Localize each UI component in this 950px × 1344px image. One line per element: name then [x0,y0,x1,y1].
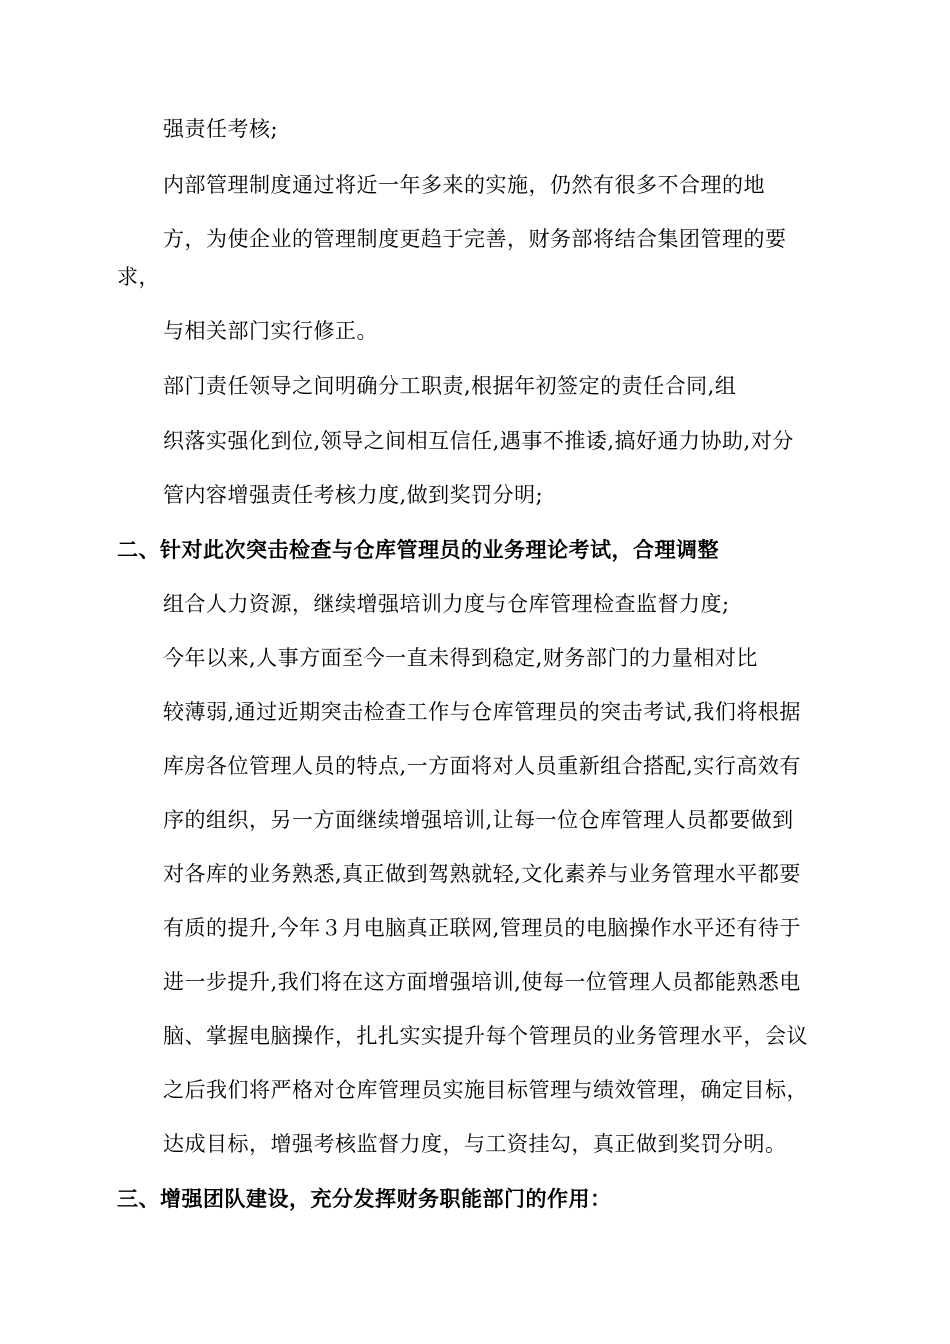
section-heading-3: 三、增强团队建设，充分发挥财务职能部门的作用： [117,1186,612,1211]
paragraph-line: 组合人力资源，继续增强培训力度与仓库管理检查监督力度; [163,592,730,616]
paragraph-line: 方，为使企业的管理制度更趋于完善，财务部将结合集团管理的要 [163,227,787,251]
section-heading-2: 二、针对此次突击检查与仓库管理员的业务理论考试，合理调整 [117,537,719,562]
paragraph-line: 内部管理制度通过将近一年多来的实施，仍然有很多不合理的地 [163,173,765,197]
paragraph-line: 之后我们将严格对仓库管理员实施目标管理与绩效管理，确定目标， [163,1078,808,1102]
paragraph-line: 部门责任领导之间明确分工职责,根据年初签定的责任合同,组 [163,374,737,398]
paragraph-line: 达成目标，增强考核监督力度，与工资挂勾，真正做到奖罚分明。 [163,1132,787,1156]
paragraph-line: 织落实强化到位,领导之间相互信任,遇事不推诿,搞好通力协助,对分 [163,429,794,453]
paragraph-line: 与相关部门实行修正。 [163,319,378,343]
paragraph-line: 脑、掌握电脑操作，扎扎实实提升每个管理员的业务管理水平，会议 [163,1024,808,1048]
paragraph-line: 进一步提升,我们将在这方面增强培训,使每一位管理人员都能熟悉电 [163,970,801,994]
paragraph-line: 管内容增强责任考核力度,做到奖罚分明; [163,483,544,507]
paragraph-line: 对各库的业务熟悉,真正做到驾熟就轻,文化素养与业务管理水平都要 [163,862,801,886]
paragraph-line: 今年以来,人事方面至今一直未得到稳定,财务部门的力量相对比 [163,646,758,670]
paragraph-line: 较薄弱,通过近期突击检查工作与仓库管理员的突击考试,我们将根据 [163,700,801,724]
paragraph-line: 强责任考核; [163,117,279,141]
paragraph-line: 序的组织，另一方面继续增强培训,让每一位仓库管理人员都要做到 [163,808,794,832]
paragraph-line: 库房各位管理人员的特点,一方面将对人员重新组合搭配,实行高效有 [163,754,801,778]
paragraph-line: 求， [117,265,160,289]
paragraph-line: 有质的提升,今年３月电脑真正联网,管理员的电脑操作水平还有待于 [163,916,801,940]
